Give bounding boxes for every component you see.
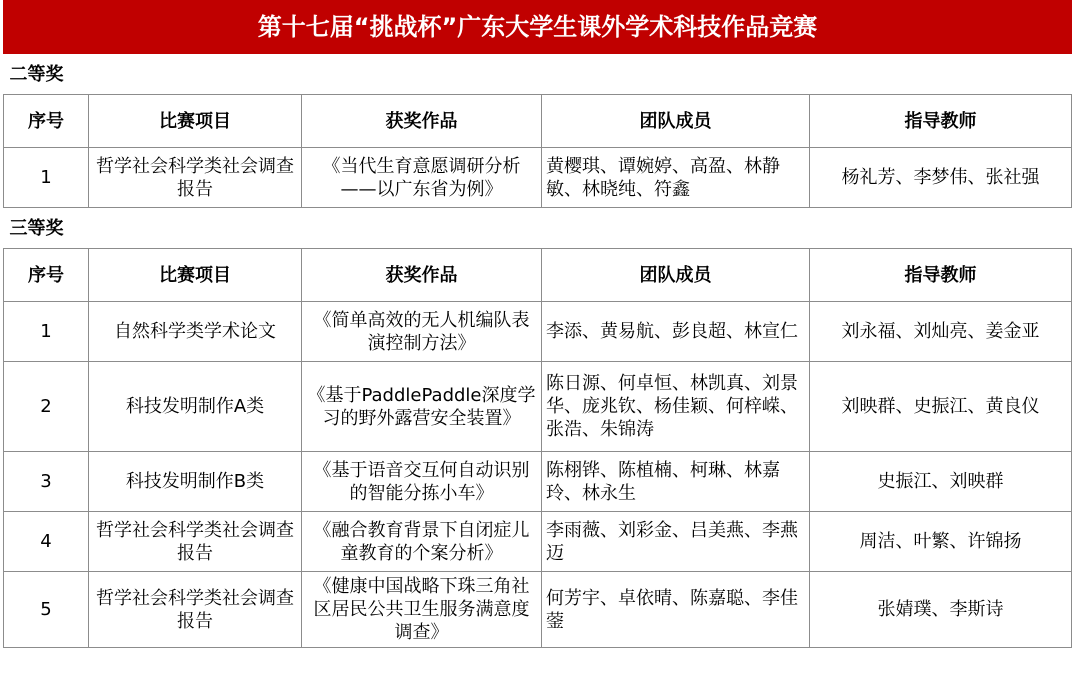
cell-project: 自然科学类学术论文 (89, 302, 302, 362)
header-members: 团队成员 (542, 249, 810, 302)
table-row (4, 512, 1072, 572)
cell-project: 哲学社会科学类社会调查报告 (89, 572, 302, 648)
cell-advisors: 刘映群、史振江、黄良仪 (810, 362, 1072, 452)
header-advisors: 指导教师 (810, 95, 1072, 148)
table-row (4, 302, 1072, 362)
header-members: 团队成员 (542, 95, 810, 148)
table-row (4, 572, 1072, 648)
header-work: 获奖作品 (302, 95, 542, 148)
cell-work: 《基于PaddlePaddle深度学习的野外露营安全装置》 (302, 362, 542, 452)
table-row (4, 452, 1072, 512)
cell-advisors: 周洁、叶繁、许锦扬 (810, 512, 1072, 572)
cell-project: 哲学社会科学类社会调查报告 (89, 148, 302, 208)
header-project: 比赛项目 (89, 95, 302, 148)
award-sheet (3, 0, 1073, 648)
table-row (4, 148, 1072, 208)
cell-work: 《简单高效的无人机编队表演控制方法》 (302, 302, 542, 362)
header-no: 序号 (4, 249, 89, 302)
table-header-row (4, 95, 1072, 148)
header-project: 比赛项目 (89, 249, 302, 302)
section-label: 三等奖 (4, 208, 1072, 249)
cell-members: 何芳宇、卓依晴、陈嘉聪、李佳蓥 (542, 572, 810, 648)
cell-project: 哲学社会科学类社会调查报告 (89, 512, 302, 572)
cell-no: 1 (4, 302, 89, 362)
cell-no: 4 (4, 512, 89, 572)
cell-project: 科技发明制作A类 (89, 362, 302, 452)
cell-members: 李添、黄易航、彭良超、林宣仁 (542, 302, 810, 362)
section-label: 二等奖 (4, 54, 1072, 95)
cell-no: 3 (4, 452, 89, 512)
cell-advisors: 张婧璞、李斯诗 (810, 572, 1072, 648)
award-table (3, 0, 1072, 648)
cell-members: 李雨薇、刘彩金、吕美燕、李燕迈 (542, 512, 810, 572)
section-row-third-prize (4, 208, 1072, 249)
title-row (4, 1, 1072, 54)
cell-advisors: 杨礼芳、李梦伟、张社强 (810, 148, 1072, 208)
section-row-second-prize (4, 54, 1072, 95)
header-no: 序号 (4, 95, 89, 148)
cell-work: 《融合教育背景下自闭症儿童教育的个案分析》 (302, 512, 542, 572)
cell-members: 陈日源、何卓恒、林凯真、刘景华、庞兆钦、杨佳颖、何梓嵘、张浩、朱锦涛 (542, 362, 810, 452)
cell-members: 黄樱琪、谭婉婷、高盈、林静敏、林晓纯、符鑫 (542, 148, 810, 208)
cell-no: 5 (4, 572, 89, 648)
table-header-row (4, 249, 1072, 302)
page-title: 第十七届“挑战杯”广东大学生课外学术科技作品竞赛 (4, 1, 1072, 54)
header-advisors: 指导教师 (810, 249, 1072, 302)
header-work: 获奖作品 (302, 249, 542, 302)
cell-members: 陈栩铧、陈植楠、柯琳、林嘉玲、林永生 (542, 452, 810, 512)
cell-work: 《当代生育意愿调研分析——以广东省为例》 (302, 148, 542, 208)
cell-work: 《基于语音交互何自动识别的智能分拣小车》 (302, 452, 542, 512)
cell-advisors: 刘永福、刘灿亮、姜金亚 (810, 302, 1072, 362)
cell-advisors: 史振江、刘映群 (810, 452, 1072, 512)
table-row (4, 362, 1072, 452)
cell-no: 1 (4, 148, 89, 208)
cell-project: 科技发明制作B类 (89, 452, 302, 512)
cell-no: 2 (4, 362, 89, 452)
cell-work: 《健康中国战略下珠三角社区居民公共卫生服务满意度调查》 (302, 572, 542, 648)
